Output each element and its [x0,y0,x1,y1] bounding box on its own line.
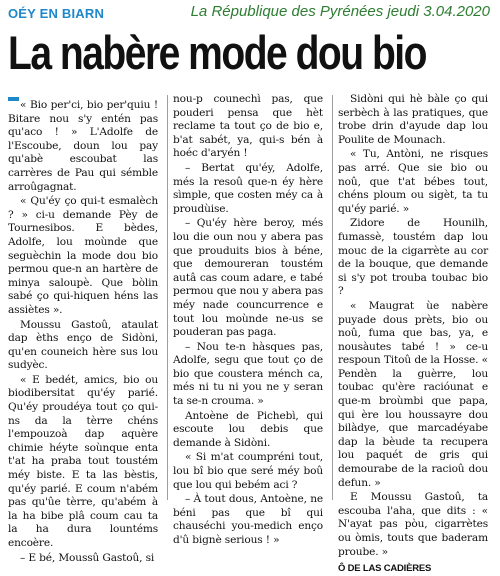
paragraph: – Qu'éy hère beroy, més lou die oun nou y abera pas que prouduits bios à béne, que demoureran toustém autâ cas coum adare, e tabé permou que nou y abera pas méy nade councurrence e tout lou moùnde ne-us se pouderan pas paga. [173,217,323,339]
paragraph: « Maugrat ùe nabère puyade dous prèts, bio ou noû, fuma que bas, ya, e nousàutes tabé ! » ce-u respoun Titoû de la Hosse. « Pendèn la guèrre, lou toubac qu'ère racióunat e que-m broùmbi que papa, qui ère lou houssayre dou bilàdye, que marcadéyabe dap la bèude ta recupera lou paquét de gris qui demourabe de la racioû dou defun. » [338,299,488,489]
paragraph: « E bedét, amics, bio ou biodibersitat qu'éy parié. Qu'éy proudéya tout ço qui-ns da la tèrre chéns l'empouzoà dap aquère chimie héyte soùnque enta t'at ha praba tout toustém méy biste. E ta las bèstis, qu'éy parié. E coum n'abém pas qu'ûe tèrre, qu'abém à la ha bibe plâ coum cau ta la ha dura lountéms encoère. [8,373,158,549]
paragraph: – À tout dous, Antoène, ne béni pas que bî qui chauséchi you-medich enço d'û bignè serious ! » [173,493,323,546]
paragraph: Moussu Gastoû, ataulat dap èths enço de Sidòni, qu'en couneich hère sus lou sudyèc. [8,318,158,372]
section-kicker: OÉY EN BIARN [8,6,105,21]
paragraph: Sidòni qui hè bàle ço qui serbèch à las pratiques, que trobe drin d'ayude dap lou Poulite de Mounach. [338,93,488,146]
paragraph: « Tu, Antòni, ne risques pas arré. Que sie bio ou noû, que t'at bébes tout, chéns ploum ou sigèt, ta tu qu'éy parié. » [338,148,488,215]
paragraph: nou-p counechì pas, que pouderi pensa que hèt reclame ta tout ço de bio e, b'at sabét, ya, qui-s bén à hoéc d'aryén ! [173,93,323,160]
paragraph: Zidore de Hounilh, fumassè, toustém dap lou mouc de la cigarrète au cor de la bouque, que demande si s'y pot trouba toubac bio ? [338,217,488,298]
paragraph: – E bé, Moussû Gastoû, si [20,551,155,564]
paragraph: « Si m'at coumpréni tout, lou bî bio que seré méy boû que lou qui bebém aci ? [173,451,323,491]
paragraph: – Nou te-n hàsques pas, Adolfe, segu que tout ço de bio que coustera ménch ca, més ni tu ni you ne y seran ta se-n crouma. » [173,340,323,408]
paragraph: – Bertat qu'éy, Adolfe, més la resoû que-n éy hère sìmple, que costen méy ca à proudùise. [173,161,323,215]
article-body [8,93,494,575]
column-divider [332,95,333,500]
article-headline: La nabère mode dou bio [8,26,426,79]
paragraph: « Bio per'ci, bio per'quiu ! Bitare nou s'y entén pas qu'aco ! » L'Adolfe de l'Escoube, doun lou pay qu'abè escoubat las carrères de Pau qui sémble arroûgagnat. [8,99,158,193]
paragraph: E Moussu Gastoû, ta escouba l'aha, que dits : « N'ayat pas pòu, cigarrètes ou òmis, touts que baderam proube. » [338,491,488,558]
article-column-1 [8,93,158,564]
paragraph: Antoène de Pichebì, qui escoute lou debis que demande à Sidòni. [173,409,323,449]
paragraph: « Qu'éy ço qui-t esmalèch ? » ci-u demande Pèy de Tournesibos. E bèdes, Adolfe, lou moùnde que seguèchin la mode dou bio permou que-n an hartère de minya saloupè. Que bòlin sabé ço qui-hiquen héns las assiètes ». [8,195,158,316]
author-byline: Ô DE LAS CADIÈRES [338,563,432,575]
publication-dateline: La République des Pyrénées jeudi 3.04.2020 [190,3,490,20]
article-column-2 [173,93,323,546]
column-divider [167,95,168,500]
article-column-3 [338,93,488,575]
